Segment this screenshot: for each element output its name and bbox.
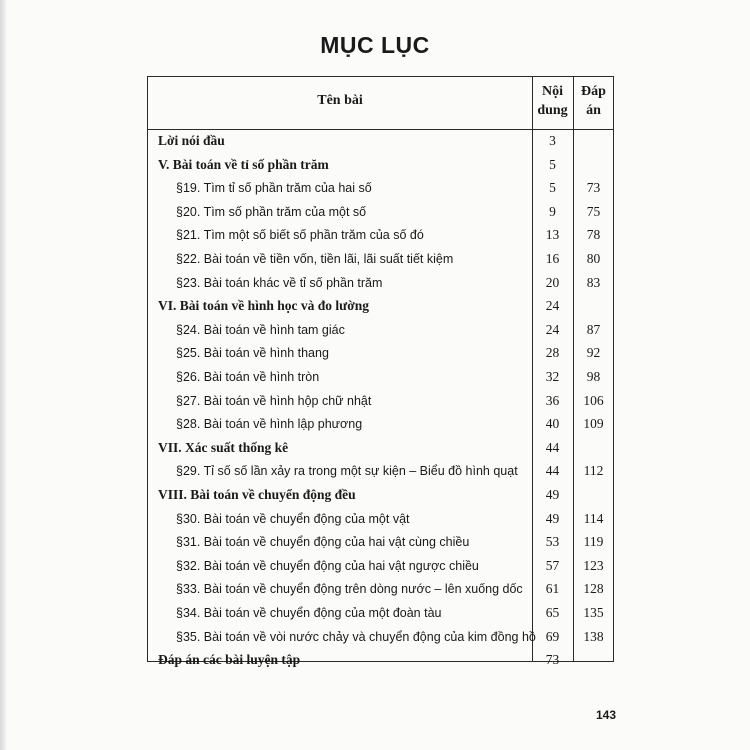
content-page-number: 53 [545, 534, 560, 550]
toc-section-row [148, 484, 613, 508]
toc-entry-title: Đáp án các bài luyện tập [158, 652, 301, 668]
content-page-number: 32 [545, 369, 560, 384]
toc-entry-title: §27. Bài toán về hình hộp chữ nhật [176, 393, 372, 408]
toc-lesson-row [148, 555, 613, 579]
answer-page-number: 128 [583, 581, 604, 597]
content-page-number: 5 [549, 180, 556, 196]
toc-lesson-row [148, 602, 613, 626]
page-edge [0, 0, 6, 750]
content-page-number: 28 [545, 345, 560, 361]
toc-entry-title: §22. Bài toán về tiền vốn, tiền lãi, lãi suất tiết kiệm [176, 252, 454, 266]
answer-page-number: 83 [586, 274, 601, 290]
answer-page-number: 119 [583, 534, 604, 550]
answer-page-number: 87 [586, 321, 601, 337]
content-page-number: 3 [549, 133, 556, 148]
toc-lesson-row [148, 626, 613, 650]
toc-entry-title: §21. Tìm một số biết số phần trăm của số đó [176, 228, 424, 243]
toc-entry-title: §20. Tìm số phần trăm của một số [176, 204, 367, 219]
answer-page-number: 106 [583, 392, 604, 408]
content-page-number: 57 [545, 557, 560, 573]
answer-page-number: 80 [586, 251, 601, 266]
toc-section-row [148, 154, 613, 178]
toc-entry-title: §28. Bài toán về hình lập phương [176, 417, 363, 432]
toc-section-row [148, 437, 613, 461]
toc-lesson-row [148, 342, 613, 366]
toc-entry-title: §31. Bài toán về chuyển động của hai vật cùng chiều [176, 535, 470, 550]
toc-entry-title: §26. Bài toán về hình tròn [176, 370, 320, 384]
toc-entry-title: §35. Bài toán về vòi nước chảy và chuyển động của kim đồng hồ [176, 629, 536, 644]
content-page-number: 16 [545, 251, 560, 266]
page-title: MỤC LỤC [320, 32, 430, 58]
header-lesson-name: Tên bài [317, 93, 363, 108]
toc-lesson-row [148, 272, 613, 296]
answer-page-number: 123 [583, 557, 604, 573]
toc-lesson-row [148, 177, 613, 201]
answer-page-number: 73 [586, 180, 601, 196]
content-page-number: 69 [545, 628, 560, 644]
toc-entry-title: §29. Tỉ số số lần xảy ra trong một sự kiện – Biểu đồ hình quạt [176, 464, 518, 479]
table-header [148, 77, 613, 130]
toc-lesson-row [148, 578, 613, 602]
toc-entry-title: §19. Tìm tỉ số phần trăm của hai số [176, 181, 372, 196]
answer-page-number: 75 [586, 203, 601, 219]
toc-lesson-row [148, 508, 613, 532]
table-of-contents [147, 76, 614, 668]
answer-page-number: 109 [583, 416, 604, 432]
content-page-number: 44 [545, 439, 560, 455]
content-page-number: 24 [545, 321, 560, 337]
toc-entry-title: §33. Bài toán về chuyển động trên dòng nước – lên xuống dốc [176, 582, 523, 597]
toc-lesson-row [148, 366, 613, 390]
answer-page-number: 114 [583, 510, 604, 526]
content-page-number: 44 [545, 463, 560, 479]
toc-lesson-row [148, 413, 613, 437]
header-answer-page: Đáp án [581, 84, 606, 118]
toc-lesson-row [148, 224, 613, 248]
content-page-number: 9 [549, 203, 556, 219]
content-page-number: 36 [545, 392, 560, 408]
content-page-number: 13 [545, 227, 560, 243]
toc-lesson-row [148, 531, 613, 555]
toc-entry-title: V. Bài toán về tỉ số phần trăm [158, 156, 329, 172]
toc-entry-title: §25. Bài toán về hình thang [176, 346, 329, 361]
header-content-page: Nội dung [537, 84, 568, 118]
toc-lesson-row [148, 390, 613, 414]
toc-lesson-row [148, 460, 613, 484]
content-page-number: 5 [549, 156, 556, 172]
toc-lesson-row [148, 319, 613, 343]
answer-page-number: 135 [583, 605, 604, 620]
content-page-number: 24 [545, 298, 560, 314]
toc-section-row [148, 295, 613, 319]
toc-lesson-row [148, 201, 613, 225]
content-page-number: 61 [545, 581, 560, 597]
content-page-number: 65 [545, 605, 560, 620]
toc-entry-title: §30. Bài toán về chuyển động của một vật [176, 511, 410, 526]
toc-entry-title: Lời nói đầu [158, 133, 225, 148]
answer-page-number: 92 [586, 345, 601, 361]
answer-page-number: 112 [583, 463, 604, 479]
toc-entry-title: VII. Xác suất thống kê [158, 439, 289, 455]
toc-entry-title: §24. Bài toán về hình tam giác [176, 322, 345, 337]
toc-entry-title: VIII. Bài toán về chuyển động đều [158, 487, 356, 502]
answer-page-number: 98 [586, 369, 601, 384]
content-page-number: 49 [545, 487, 560, 502]
toc-section-row [148, 130, 613, 154]
content-page-number: 20 [545, 274, 560, 290]
toc-entry-title: §32. Bài toán về chuyển động của hai vật ngược chiều [176, 558, 479, 573]
content-page-number: 49 [545, 510, 560, 526]
toc-lesson-row [148, 248, 613, 272]
answer-page-number: 78 [586, 227, 601, 243]
toc-section-row [148, 649, 613, 673]
toc-entry-title: VI. Bài toán về hình học và đo lường [158, 298, 369, 314]
content-page-number: 40 [545, 416, 560, 432]
page-number: 143 [596, 708, 617, 722]
toc-entry-title: §34. Bài toán về chuyển động của một đoàn tàu [176, 606, 442, 620]
answer-page-number: 138 [583, 628, 604, 644]
toc-entry-title: §23. Bài toán khác về tỉ số phần trăm [176, 275, 383, 290]
content-page-number: 73 [545, 652, 560, 668]
